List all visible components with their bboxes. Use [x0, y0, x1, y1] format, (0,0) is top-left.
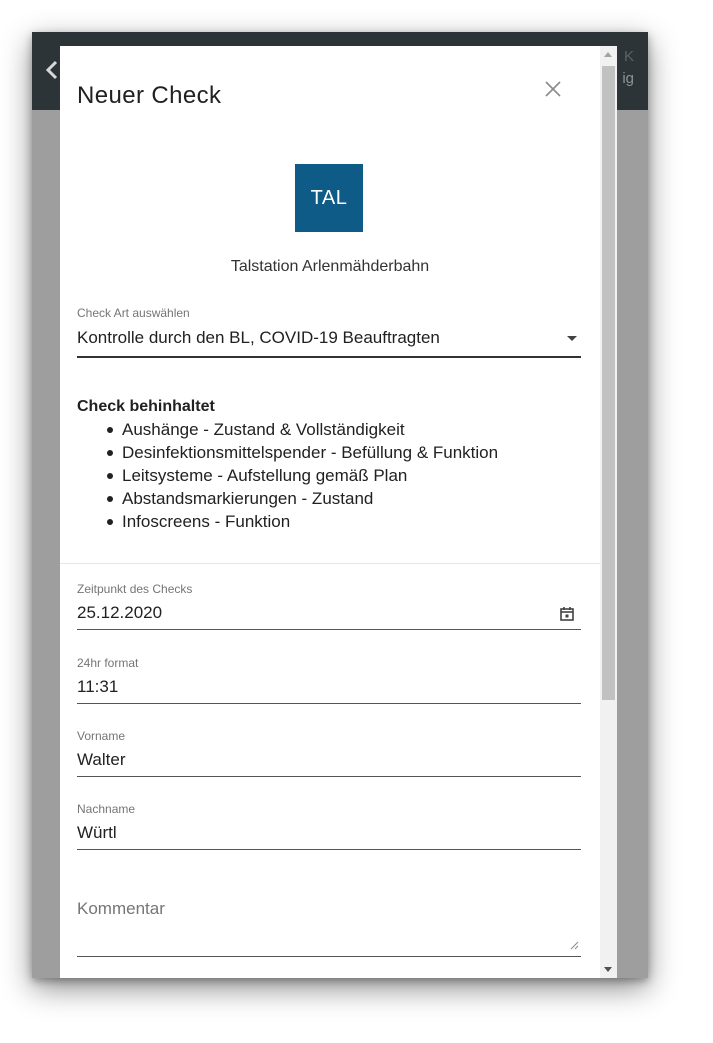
station-logo-text: TAL [310, 186, 348, 209]
resize-grip-icon[interactable] [569, 940, 579, 950]
scroll-down-arrow-icon[interactable] [604, 967, 612, 972]
comment-underline [77, 956, 581, 957]
list-item: Desinfektionsmittelspender - Befüllung & Funktion [77, 441, 581, 464]
close-icon[interactable] [540, 76, 566, 102]
chevron-left-icon[interactable] [42, 58, 62, 82]
comment-placeholder: Kommentar [77, 899, 165, 918]
check-time-underline [77, 703, 581, 704]
check-time-label: 24hr format [77, 656, 139, 670]
check-date-input[interactable]: 25.12.2020 [77, 603, 163, 622]
check-date-label: Zeitpunkt des Checks [77, 582, 193, 596]
first-name-underline [77, 776, 581, 777]
calendar-icon[interactable] [559, 606, 575, 622]
scroll-up-arrow-icon[interactable] [604, 52, 612, 57]
dialog-scrollbar[interactable] [600, 46, 617, 978]
first-name-input[interactable]: Walter [77, 750, 126, 769]
check-type-underline [77, 356, 581, 358]
check-date-field[interactable] [77, 582, 581, 630]
last-name-field[interactable] [77, 802, 581, 850]
last-name-label: Nachname [77, 802, 136, 816]
comment-field[interactable] [77, 896, 581, 958]
list-item: Aushänge - Zustand & Vollständigkeit [77, 418, 581, 441]
check-includes-list [77, 418, 581, 533]
check-type-label: Check Art auswählen [77, 306, 190, 320]
first-name-label: Vorname [77, 729, 126, 743]
last-name-input[interactable]: Würtl [77, 823, 117, 842]
app-bar-text-line2: ig [622, 70, 634, 87]
list-item: Infoscreens - Funktion [77, 510, 581, 533]
dialog-title: Neuer Check [77, 82, 222, 109]
check-includes-title: Check behinhaltet [77, 398, 215, 415]
check-includes [77, 398, 581, 533]
section-divider [60, 563, 600, 564]
station-name: Talstation Arlenmähderbahn [230, 258, 430, 275]
check-time-field[interactable] [77, 656, 581, 704]
check-type-select[interactable] [77, 306, 581, 358]
last-name-underline [77, 849, 581, 850]
first-name-field[interactable] [77, 729, 581, 777]
new-check-dialog [60, 46, 600, 978]
check-type-value[interactable]: Kontrolle durch den BL, COVID-19 Beauftragten [77, 328, 440, 347]
scrollbar-thumb[interactable] [602, 66, 615, 700]
dropdown-arrow-icon[interactable] [567, 336, 577, 341]
check-time-input[interactable]: 11:31 [77, 677, 119, 696]
list-item: Abstandsmarkierungen - Zustand [77, 487, 581, 510]
station-logo [295, 164, 363, 232]
app-bar-text-line1: K [623, 48, 634, 65]
check-date-underline [77, 629, 581, 630]
list-item: Leitsysteme - Aufstellung gemäß Plan [77, 464, 581, 487]
